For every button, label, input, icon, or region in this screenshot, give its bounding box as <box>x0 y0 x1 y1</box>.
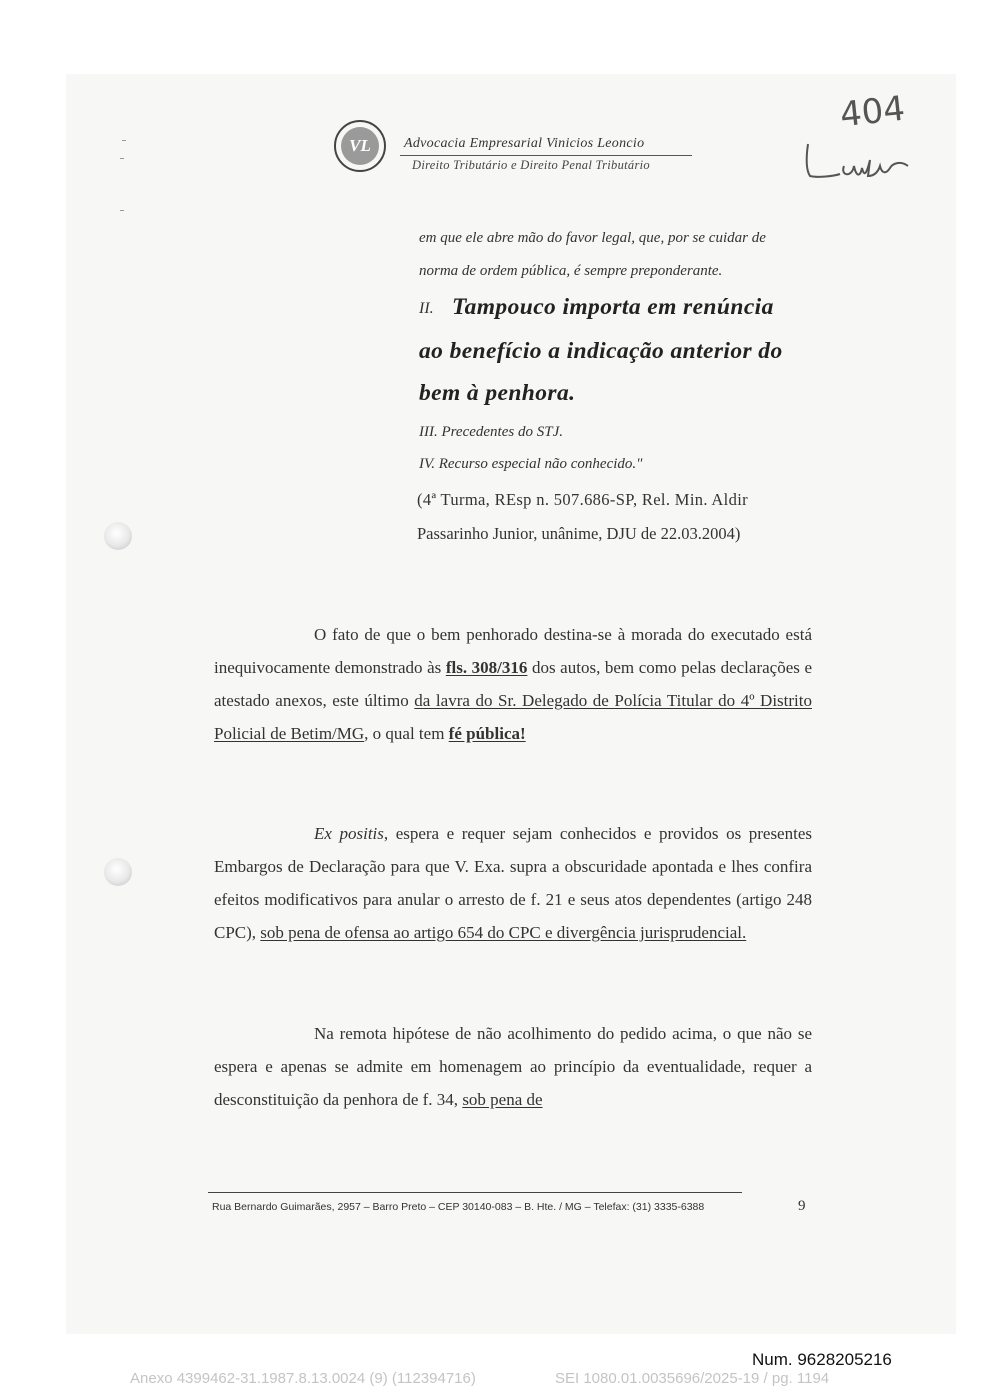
quote-line-1: em que ele abre mão do favor legal, que, por se cuidar de <box>419 230 766 246</box>
citation-line-2: Passarinho Junior, unânime, DJU de 22.03.2004) <box>417 524 741 543</box>
footer-rule <box>208 1192 742 1193</box>
quote-line-2: norma de ordem pública, é sempre preponderante. <box>419 263 723 279</box>
quote-item-2-number: II. <box>419 300 434 317</box>
scan-mark <box>120 158 124 159</box>
emphasis-fe-publica: fé pública! <box>448 724 526 743</box>
firm-subtitle: Direito Tributário e Direito Penal Tributário <box>412 158 650 172</box>
firm-name: Advocacia Empresarial Vinicios Leoncio <box>404 136 645 151</box>
footer-address: Rua Bernardo Guimarães, 2957 – Barro Preto – CEP 30140-083 – B. Hte. / MG – Telefax: (31) 3335-6388 <box>212 1201 705 1213</box>
paragraph-text: Na remota hipótese de não acolhimento do pedido acima, o que não se espera e apenas se admite em homenagem ao princípio da eventualidade, requer a desconstituição da penhora de f. 34, <box>214 1024 812 1109</box>
document-number-stamp: Num. 9628205216 <box>752 1350 892 1369</box>
quote-item-3: III. Precedentes do STJ. <box>419 424 563 440</box>
firm-logo <box>334 120 386 172</box>
paragraph-text: , espera e requer sejam conhecidos e providos os presentes Embargos de Declaração para que V. Exa. supra a obscuridade apontada e lhes confira efeitos modificativos para anular o arresto de f. 21 e seus atos dependentes (artigo 248 CPC), <box>214 824 812 942</box>
quote-item-4: IV. Recurso especial não conhecido." <box>419 456 643 472</box>
quote-item-2-line-1: Tampouco importa em renúncia <box>452 294 774 320</box>
scan-mark <box>120 210 124 211</box>
paragraph-text: dos autos, bem como pelas declarações e atestado anexos, este último <box>214 658 812 710</box>
paragraph-text: , o qual tem <box>364 724 449 743</box>
paragraph-alternative-request <box>214 1017 812 1116</box>
reference-fls: fls. 308/316 <box>445 658 528 677</box>
underlined-penalty-continued: sob pena de <box>462 1090 543 1109</box>
annex-stamp: Anexo 4399462-31.1987.8.13.0024 (9) (112394716) <box>130 1370 476 1387</box>
scan-mark <box>122 140 126 141</box>
handwritten-signature <box>800 136 910 186</box>
page-number: 9 <box>798 1198 806 1214</box>
punch-hole-bottom <box>104 858 132 886</box>
underlined-penalty: sob pena de ofensa ao artigo 654 do CPC e divergência jurisprudencial. <box>260 923 747 942</box>
handwritten-page-number: 404 <box>838 88 907 136</box>
sei-stamp: SEI 1080.01.0035696/2025-19 / pg. 1194 <box>555 1370 830 1387</box>
firm-logo-monogram: VL <box>341 127 379 165</box>
underlined-delegado: da lavra do Sr. Delegado de Polícia Titular do 4º Distrito Policial de Betim/MG <box>214 691 812 743</box>
paragraph-request <box>214 817 812 949</box>
quote-item-2-line-2: ao benefício a indicação anterior do <box>419 338 783 364</box>
paragraph-residence-proof <box>214 618 812 750</box>
letterhead-rule <box>400 155 692 156</box>
quote-item-2-line-3: bem à penhora. <box>419 380 576 406</box>
paragraph-text: O fato de que o bem penhorado destina-se à morada do executado está inequivocamente demonstrado às <box>214 625 812 677</box>
punch-hole-top <box>104 522 132 550</box>
latin-expression: Ex positis <box>314 824 384 843</box>
citation-line-1: (4ª Turma, REsp n. 507.686-SP, Rel. Min. Aldir <box>417 490 748 509</box>
